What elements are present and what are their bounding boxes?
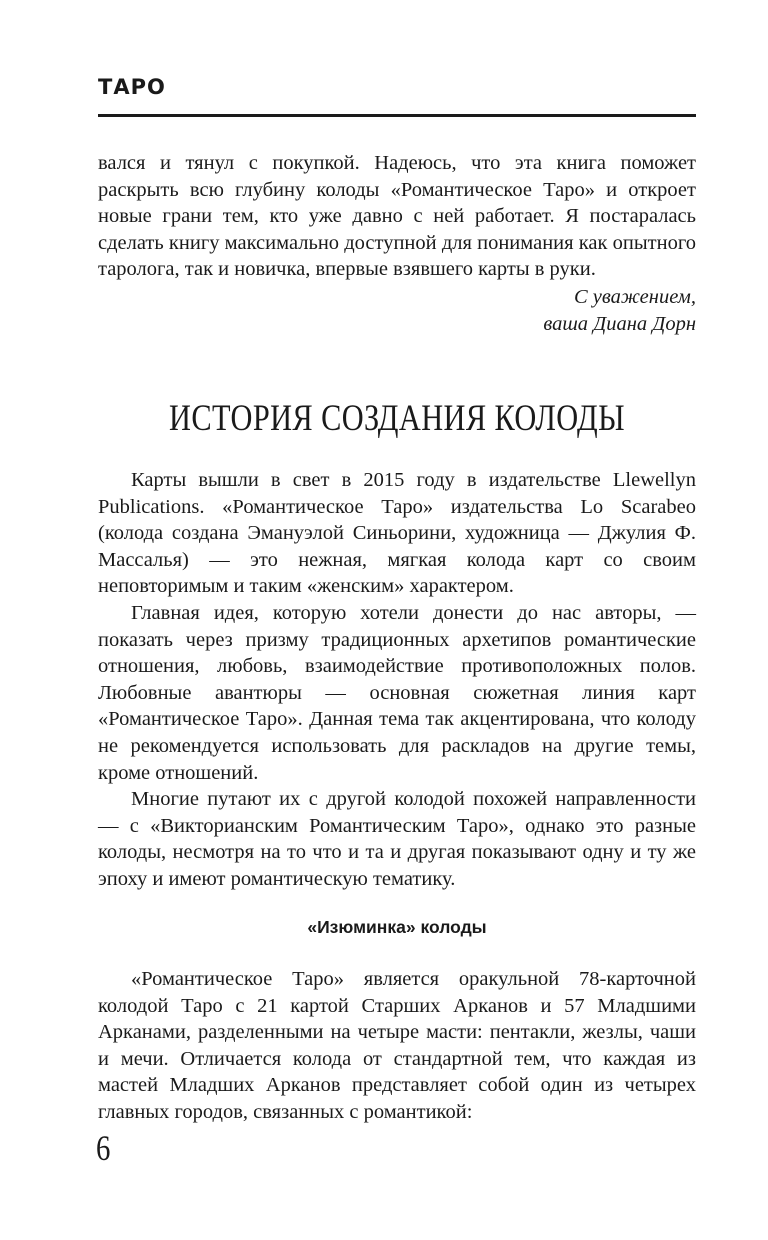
section-body — [98, 966, 696, 1126]
intro-paragraph: вался и тянул с покупкой. Надеюсь, что эта книга поможет раскрыть всю глубину колоды «Романтическое Таро» и откроет новые грани тем, кто уже давно с ней работает. Я постаралась сделать книгу максимально доступной для понимания как опытного таролога, так и новичка, впервые взявшего карты в руки. — [98, 152, 696, 281]
running-header: ТАРО — [98, 75, 166, 99]
chapter-paragraph-3: Многие путают их с другой колодой похожей направленности — с «Викторианским Романтическим Таро», однако это разные колоды, несмотря на то что и та и другая показывают одну и ту же эпоху и имеют романтическую тематику. — [98, 788, 696, 890]
chapter-paragraph-2: Главная идея, которую хотели донести до нас авторы, — показать через призму традиционных архетипов романтические отношения, любовь, взаимодействие противоположных полов. Любовные авантюры — основная сюжетная линия карт «Романтическое Таро». Данная тема так акцентирована, что колоду не рекомендуется использовать для раскладов на другие темы, кроме отношений. — [98, 601, 696, 784]
chapter-body — [98, 467, 696, 893]
header-rule — [98, 114, 696, 117]
section-heading: «Изюминка» колоды — [307, 917, 487, 937]
signature-author: ваша Диана Дорн — [543, 313, 696, 335]
page-number: 6 — [96, 1128, 111, 1168]
section-paragraph: «Романтическое Таро» является оракульной 78-карточной колодой Таро с 21 картой Старших Арканов и 57 Младшими Арканами, разделенными на четыре масти: пентакли, жезлы, чаши и мечи. Отличается колода от стандартной тем, что каждая из мастей Младших Арканов представляет собой один из четырех главных городов, связанных с романтикой: — [98, 968, 696, 1123]
signature-greeting: С уважением, — [573, 286, 696, 308]
intro-text — [98, 150, 696, 283]
chapter-title: ИСТОРИЯ СОЗДАНИЯ КОЛОДЫ — [169, 398, 625, 439]
chapter-paragraph-1: Карты вышли в свет в 2015 году в издательстве Llewellyn Publications. «Романтическое Таро» издательства Lo Scarabeo (колода создана Эмануэлой Синьорини, художница — Джулия Ф. Массалья) — это нежная, мягкая колода карт со своим неповторимым и таким «женским» характером. — [98, 469, 696, 598]
